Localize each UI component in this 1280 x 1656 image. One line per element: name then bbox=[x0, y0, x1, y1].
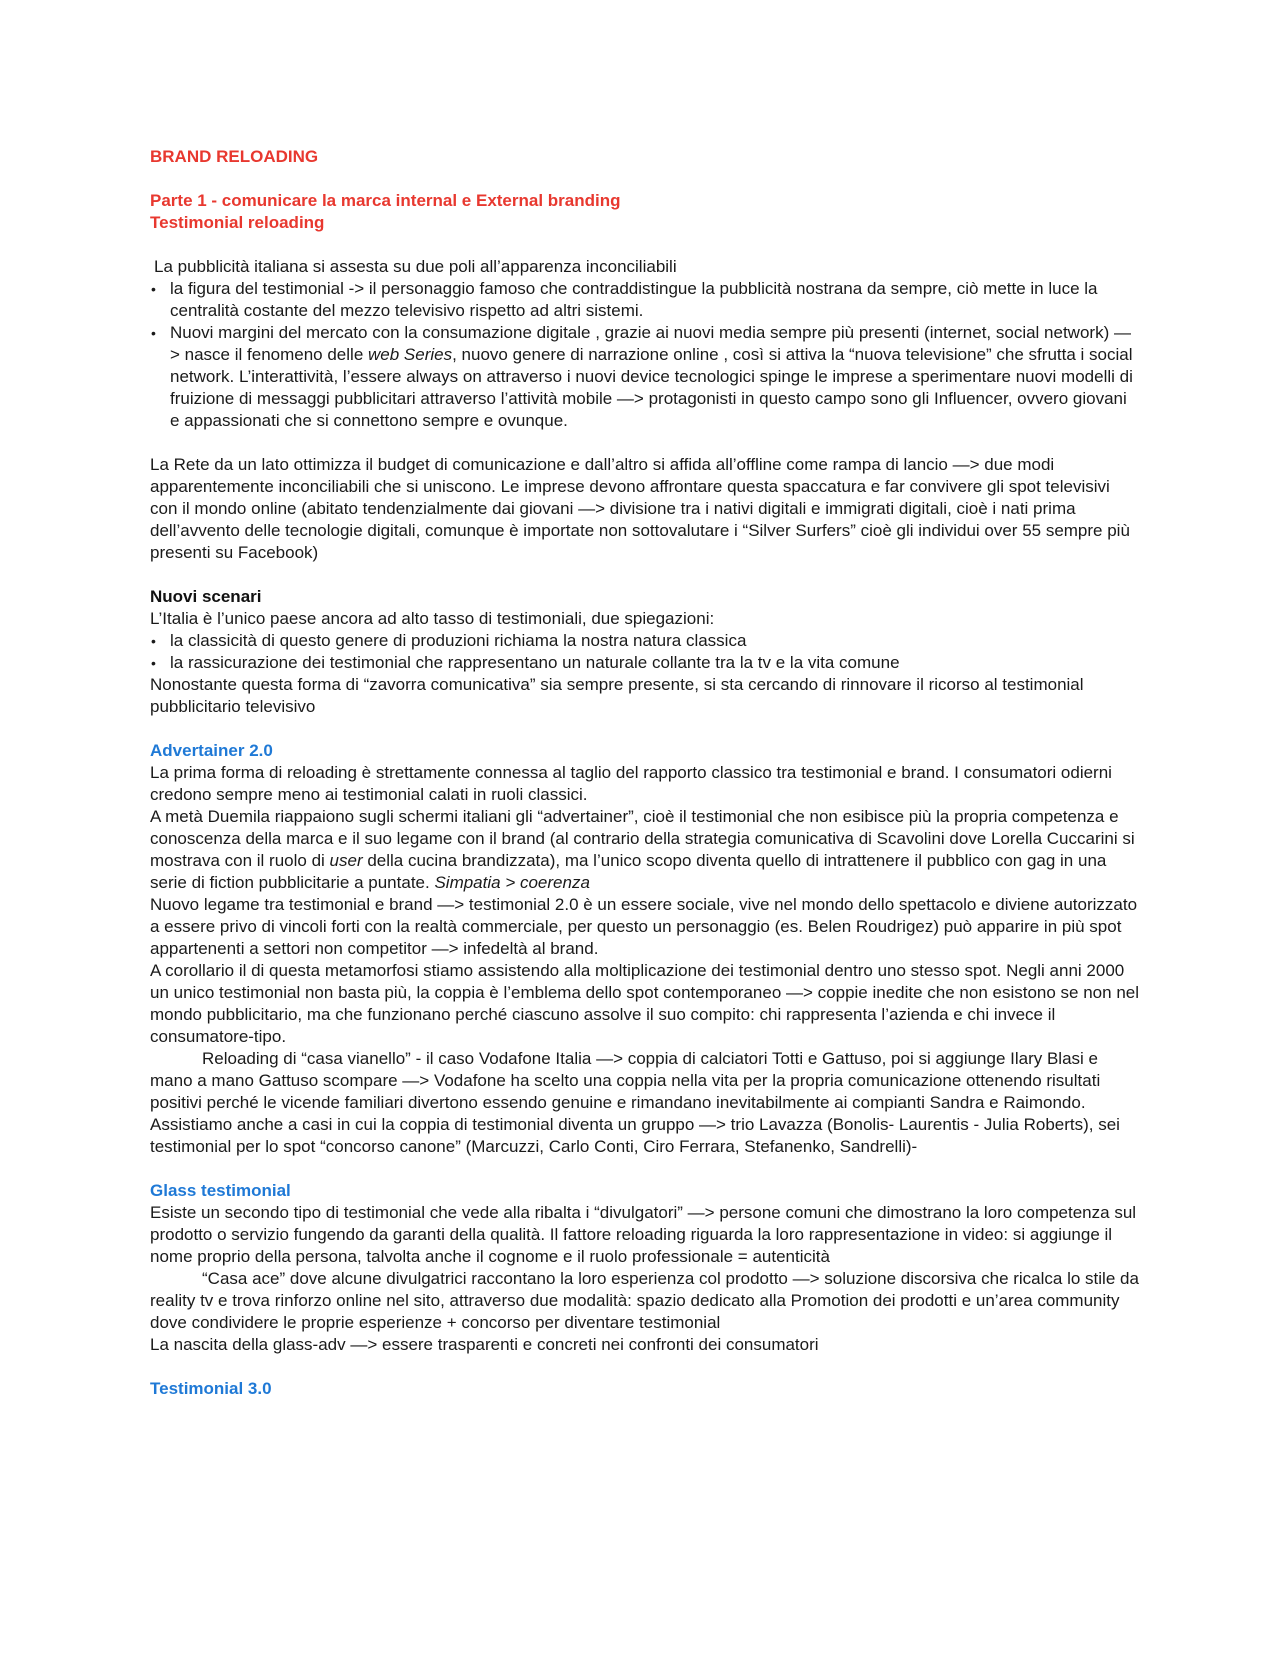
bullet-text: Nuovi margini del mercato con la consumazione digitale , grazie ai nuovi media sempre più presenti (internet, social network) —> nasce il fenomeno delle bbox=[170, 323, 1131, 364]
paragraph: La nascita della glass-adv —> essere trasparenti e concreti nei confronti dei consumatori bbox=[150, 1335, 819, 1354]
paragraph: Nonostante questa forma di “zavorra comunicativa” sia sempre presente, si sta cercando di rinnovare il ricorso al testimonial pubblicitario televisivo bbox=[150, 675, 1084, 716]
paragraph: L’Italia è l’unico paese ancora ad alto tasso di testimoniali, due spiegazioni: bbox=[150, 609, 715, 628]
paragraph-text: della cucina brandizzata), ma l’unico scopo diventa quello di intrattenere il pubblico con gag in una serie di fiction pubblicitarie a puntate. bbox=[150, 851, 1107, 892]
paragraph-rete: La Rete da un lato ottimizza il budget di comunicazione e dall’altro si affida all’offline come rampa di lancio —> due modi apparentemente inconciliabili che si uniscono. Le imprese devono affrontare questa spaccatura e far convivere gli spot televisivi con il mondo online (abitato tendenzialmente dai giovani —> divisione tra i nativi digitali e immigrati digitali, cioè i nati prima dell’avvento delle tecnologie digitali, comunque è importate non sottovalutare i “Silver Surfers” cioè gli individui over 55 sempre più presenti su Facebook) bbox=[150, 455, 1130, 562]
paragraph-indented: Reloading di “casa vianello” - il caso Vodafone Italia —> coppia di calciatori Totti e Gattuso, poi si aggiunge Ilary Blasi e mano a mano Gattuso scompare —> Vodafone ha scelto una coppia nella vita per la propria comunicazione ottenendo risultati positivi perché le vicende familiari divertono essendo genuine e rimandano inevitabilmente ai compianti Sandra e Raimondo. bbox=[150, 1049, 1101, 1112]
paragraph-text: A metà Duemila riappaiono sugli schermi italiani gli “advertainer”, cioè il testimonial che non esibisce più la propria competenza e conoscenza della marca e il suo legame con il brand (al contrario della strategia comunicativa di Scavolini dove Lorella Cuccarini si mostrava con il ruolo di bbox=[150, 807, 1135, 870]
section-title-testimonial-reloading: Testimonial reloading bbox=[150, 213, 325, 232]
heading-nuovi-scenari: Nuovi scenari bbox=[150, 587, 262, 606]
paragraph: Assistiamo anche a casi in cui la coppia di testimonial diventa un gruppo —> trio Lavazza (Bonolis- Laurentis - Julia Roberts), sei testimonial per lo spot “concorso canone” (Marcuzzi, Carlo Conti, Ciro Ferrara, Stefanenko, Sandrelli)- bbox=[150, 1115, 1120, 1156]
bullet-text: , nuovo genere di narrazione online , così si attiva la “nuova televisione” che sfrutta i social network. L’interattività, l’essere always on attraverso i nuovi device tecnologici spinge le imprese a sperimentare nuovi modelli di fruizione di messaggi pubblicitari attraverso l’attività mobile —> protagonisti in questo campo sono gli Influencer, ovvero giovani e appassionati che si connettono sempre e ovunque. bbox=[170, 345, 1133, 430]
list-item bbox=[150, 322, 1140, 432]
paragraph bbox=[150, 806, 1140, 894]
heading-testimonial-3: Testimonial 3.0 bbox=[150, 1379, 272, 1398]
emphasis: Simpatia > coerenza bbox=[434, 873, 590, 892]
list-item: • la classicità di questo genere di produzioni richiama la nostra natura classica bbox=[150, 630, 1140, 652]
document-page bbox=[150, 146, 1140, 1400]
heading-glass-testimonial: Glass testimonial bbox=[150, 1181, 291, 1200]
list-item: • la rassicurazione dei testimonial che rappresentano un naturale collante tra la tv e la vita comune bbox=[150, 652, 1140, 674]
emphasis: user bbox=[329, 851, 363, 870]
document-title: BRAND RELOADING bbox=[150, 147, 319, 166]
heading-advertainer: Advertainer 2.0 bbox=[150, 741, 273, 760]
intro-paragraph: La pubblicità italiana si assesta su due poli all’apparenza inconciliabili bbox=[154, 257, 677, 276]
list-item: • la figura del testimonial -> il personaggio famoso che contraddistingue la pubblicità nostrana da sempre, ciò mette in luce la centralità costante del mezzo televisivo rispetto ad altri sistemi. bbox=[150, 278, 1140, 322]
bullet-emphasis: web Series bbox=[368, 345, 453, 364]
paragraph: Nuovo legame tra testimonial e brand —> testimonial 2.0 è un essere sociale, vive nel mondo dello spettacolo e diviene autorizzato a essere privo di vincoli forti con la realtà commerciale, per questo un personaggio (es. Belen Roudrigez) può apparire in più spot appartenenti a settori non competitor —> infedeltà al brand. bbox=[150, 895, 1138, 958]
bullet-list-poles bbox=[150, 278, 1140, 432]
bullet-list-explanations bbox=[150, 630, 1140, 674]
paragraph: Esiste un secondo tipo di testimonial che vede alla ribalta i “divulgatori” —> persone comuni che dimostrano la loro competenza sul prodotto o servizio fungendo da garanti della qualità. Il fattore reloading riguarda la loro rappresentazione in video: si aggiunge il nome proprio della persona, talvolta anche il cognome e il ruolo professionale = autenticità bbox=[150, 1203, 1137, 1266]
paragraph-indented: “Casa ace” dove alcune divulgatrici raccontano la loro esperienza col prodotto —> soluzione discorsiva che ricalca lo stile da reality tv e trova rinforzo online nel sito, attraverso due modalità: spazio dedicato alla Promotion dei prodotti e un’area community dove condividere le proprie esperienze + concorso per diventare testimonial bbox=[150, 1269, 1139, 1332]
part-title: Parte 1 - comunicare la marca internal e External branding bbox=[150, 191, 621, 210]
paragraph: A corollario il di questa metamorfosi stiamo assistendo alla moltiplicazione dei testimonial dentro uno stesso spot. Negli anni 2000 un unico testimonial non basta più, la coppia è l’emblema dello spot contemporaneo —> coppie inedite che non esistono se non nel mondo pubblicitario, ma che funzionano perché ciascuno assolve il suo compito: chi rappresenta l’azienda e chi invece il consumatore-tipo. bbox=[150, 961, 1140, 1046]
paragraph: La prima forma di reloading è strettamente connessa al taglio del rapporto classico tra testimonial e brand. I consumatori odierni credono sempre meno ai testimonial calati in ruoli classici. bbox=[150, 763, 1112, 804]
